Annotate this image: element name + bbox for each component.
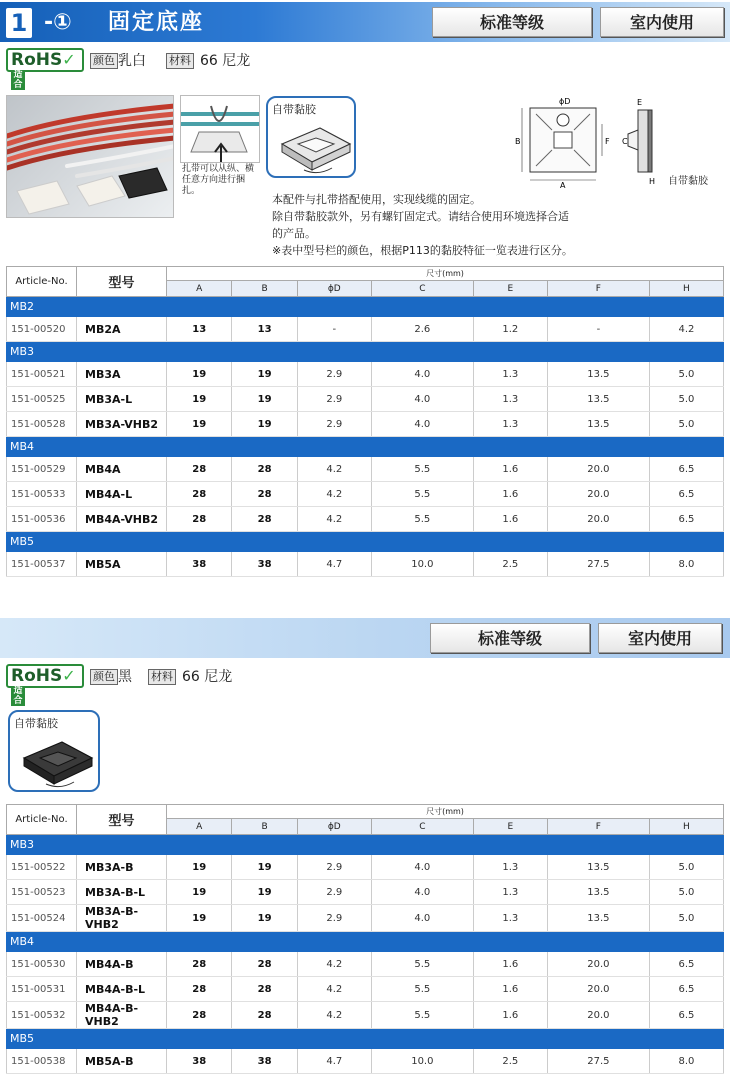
dimension-value: 20.0 bbox=[547, 507, 649, 532]
dimension-value: 1.6 bbox=[473, 952, 547, 977]
color-label: 颜色 bbox=[90, 53, 118, 69]
section-header bbox=[0, 2, 730, 42]
model-name: MB4A-B-L bbox=[77, 977, 167, 1002]
table-row bbox=[7, 1049, 724, 1074]
article-number: 151-00538 bbox=[7, 1049, 77, 1074]
dimension-value: 28 bbox=[167, 1002, 232, 1029]
model-name: MB5A bbox=[77, 552, 167, 577]
group-label: MB4 bbox=[7, 932, 724, 952]
table-row bbox=[7, 552, 724, 577]
check-icon: ✓ bbox=[62, 666, 76, 685]
group-row bbox=[7, 1029, 724, 1049]
dimension-value: 1.6 bbox=[473, 507, 547, 532]
article-number: 151-00532 bbox=[7, 1002, 77, 1029]
model-name: MB3A-B-L bbox=[77, 880, 167, 905]
dimension-value: 4.2 bbox=[297, 482, 371, 507]
dimension-value: 19 bbox=[167, 855, 232, 880]
dimension-value: 1.6 bbox=[473, 482, 547, 507]
dimension-value: 13 bbox=[232, 317, 297, 342]
dimension-value: 28 bbox=[167, 507, 232, 532]
dimension-value: 20.0 bbox=[547, 977, 649, 1002]
dimension-value: 28 bbox=[232, 482, 297, 507]
model-name: MB3A-B bbox=[77, 855, 167, 880]
dimension-value: 5.0 bbox=[649, 880, 723, 905]
table-row bbox=[7, 880, 724, 905]
dimension-value: 2.9 bbox=[297, 387, 371, 412]
dimension-value: 2.5 bbox=[473, 552, 547, 577]
dimension-value: 5.5 bbox=[371, 482, 473, 507]
rohs-text-2: RoHS bbox=[11, 666, 63, 686]
desc-line: 除自带黏胶款外，另有螺钉固定式。请结合使用环境选择合适 bbox=[272, 210, 569, 223]
grade-tag: 标准等级 bbox=[432, 7, 592, 37]
check-icon: ✓ bbox=[62, 50, 76, 69]
dimension-value: 4.2 bbox=[297, 977, 371, 1002]
dim-B: B bbox=[515, 137, 521, 146]
color-value-2: 黑 bbox=[118, 669, 132, 685]
dim-C: C bbox=[622, 137, 628, 146]
dimension-value: 4.2 bbox=[649, 317, 723, 342]
article-number: 151-00529 bbox=[7, 457, 77, 482]
dimension-value: 1.3 bbox=[473, 387, 547, 412]
dimension-value: 5.5 bbox=[371, 457, 473, 482]
dimension-value: 2.9 bbox=[297, 412, 371, 437]
adhesive-label: 自带黏胶 bbox=[272, 103, 316, 116]
dimension-value: 27.5 bbox=[547, 1049, 649, 1074]
table-row bbox=[7, 482, 724, 507]
dimension-value: 10.0 bbox=[371, 1049, 473, 1074]
article-number: 151-00537 bbox=[7, 552, 77, 577]
desc-line: ※表中型号栏的颜色，根据P113的黏胶特征一览表进行区分。 bbox=[272, 244, 573, 257]
table-row bbox=[7, 952, 724, 977]
dimension-value: 19 bbox=[232, 387, 297, 412]
dimension-value: 1.6 bbox=[473, 977, 547, 1002]
group-label: MB4 bbox=[7, 437, 724, 457]
dimension-value: 13 bbox=[167, 317, 232, 342]
table-row bbox=[7, 362, 724, 387]
rohs-fit-label: 适合 bbox=[11, 70, 25, 90]
dim-column-header: C bbox=[371, 281, 473, 297]
table-row bbox=[7, 412, 724, 437]
dim-phiD: ϕD bbox=[559, 97, 571, 106]
dimension-value: 2.5 bbox=[473, 1049, 547, 1074]
dimension-value: 2.9 bbox=[297, 362, 371, 387]
dimension-value: 4.7 bbox=[297, 1049, 371, 1074]
model-name: MB4A-B-VHB2 bbox=[77, 1002, 167, 1029]
article-number: 151-00528 bbox=[7, 412, 77, 437]
article-number: 151-00533 bbox=[7, 482, 77, 507]
dimension-value: 19 bbox=[232, 880, 297, 905]
dimension-value: 20.0 bbox=[547, 952, 649, 977]
model-name: MB3A-B-VHB2 bbox=[77, 905, 167, 932]
dimension-value: 4.2 bbox=[297, 1002, 371, 1029]
tie-note: 扎带可以从纵、横任意方向进行捆扎。 bbox=[182, 164, 255, 196]
article-number: 151-00522 bbox=[7, 855, 77, 880]
dimension-value: 28 bbox=[167, 977, 232, 1002]
grade-tag-2: 标准等级 bbox=[430, 623, 590, 653]
dimension-value: 13.5 bbox=[547, 362, 649, 387]
dimension-value: 6.5 bbox=[649, 457, 723, 482]
material-value: 66 尼龙 bbox=[200, 53, 251, 69]
dimension-value: 5.5 bbox=[371, 977, 473, 1002]
table-row bbox=[7, 317, 724, 342]
dimension-value: 19 bbox=[167, 362, 232, 387]
adhesive-label-2: 自带黏胶 bbox=[14, 717, 58, 730]
dimension-value: 5.0 bbox=[649, 387, 723, 412]
dimension-value: 1.6 bbox=[473, 1002, 547, 1029]
dimension-value: 8.0 bbox=[649, 552, 723, 577]
dimension-value: 27.5 bbox=[547, 552, 649, 577]
dimension-value: 4.2 bbox=[297, 952, 371, 977]
model-name: MB3A-L bbox=[77, 387, 167, 412]
rohs-fit-label-2: 适合 bbox=[11, 686, 25, 706]
article-header: Article-No. bbox=[7, 267, 77, 297]
dimension-value: 13.5 bbox=[547, 387, 649, 412]
model-name: MB5A-B bbox=[77, 1049, 167, 1074]
article-number: 151-00520 bbox=[7, 317, 77, 342]
dimension-value: 19 bbox=[232, 855, 297, 880]
material-label-2: 材料 bbox=[148, 669, 176, 685]
dim-column-header: C bbox=[371, 819, 473, 835]
group-label: MB3 bbox=[7, 835, 724, 855]
section2-header bbox=[0, 618, 730, 658]
dimension-value: 4.0 bbox=[371, 855, 473, 880]
dimension-value: 1.6 bbox=[473, 457, 547, 482]
group-row bbox=[7, 297, 724, 317]
dimension-value: - bbox=[547, 317, 649, 342]
dimension-value: 1.3 bbox=[473, 855, 547, 880]
section-number: 1 bbox=[6, 8, 32, 38]
dimension-value: 4.2 bbox=[297, 507, 371, 532]
model-name: MB2A bbox=[77, 317, 167, 342]
dimension-value: 19 bbox=[167, 387, 232, 412]
dimension-value: 19 bbox=[232, 412, 297, 437]
dimension-value: 19 bbox=[167, 880, 232, 905]
dimension-value: 38 bbox=[232, 552, 297, 577]
table-row bbox=[7, 855, 724, 880]
article-header: Article-No. bbox=[7, 805, 77, 835]
dimension-value: 4.0 bbox=[371, 412, 473, 437]
dim-column-header: A bbox=[167, 819, 232, 835]
dim-column-header: ϕD bbox=[297, 281, 371, 297]
dimension-value: 6.5 bbox=[649, 977, 723, 1002]
dimension-value: 13.5 bbox=[547, 412, 649, 437]
article-number: 151-00531 bbox=[7, 977, 77, 1002]
model-name: MB4A-B bbox=[77, 952, 167, 977]
dimension-value: 5.5 bbox=[371, 952, 473, 977]
dimension-value: 1.3 bbox=[473, 412, 547, 437]
tie-direction-illustration bbox=[181, 96, 260, 163]
group-row bbox=[7, 532, 724, 552]
dimension-value: 6.5 bbox=[649, 482, 723, 507]
dimension-value: 5.5 bbox=[371, 1002, 473, 1029]
dimension-value: 38 bbox=[167, 552, 232, 577]
dimension-value: 2.6 bbox=[371, 317, 473, 342]
dimension-value: 4.0 bbox=[371, 905, 473, 932]
model-header: 型号 bbox=[77, 805, 167, 835]
dimension-value: 20.0 bbox=[547, 1002, 649, 1029]
rohs-text: RoHS bbox=[11, 50, 63, 70]
dimension-value: 6.5 bbox=[649, 1002, 723, 1029]
table-row bbox=[7, 457, 724, 482]
article-number: 151-00530 bbox=[7, 952, 77, 977]
dimension-value: 1.3 bbox=[473, 880, 547, 905]
dims-header: 尺寸(mm) bbox=[167, 267, 724, 281]
dim-H: H bbox=[649, 177, 656, 186]
dimension-value: 19 bbox=[167, 412, 232, 437]
dimension-value: 1.3 bbox=[473, 362, 547, 387]
rohs-badge-2 bbox=[6, 664, 84, 706]
dim-column-header: B bbox=[232, 281, 297, 297]
dimension-value: 4.0 bbox=[371, 387, 473, 412]
dim-column-header: F bbox=[547, 819, 649, 835]
dimension-value: 5.0 bbox=[649, 412, 723, 437]
product-photo bbox=[6, 95, 174, 218]
tie-illustration bbox=[180, 95, 260, 163]
rohs-badge bbox=[6, 48, 84, 90]
model-name: MB3A bbox=[77, 362, 167, 387]
dim-column-header: E bbox=[473, 281, 547, 297]
spec-table-2 bbox=[6, 804, 724, 1074]
dimension-value: 28 bbox=[232, 507, 297, 532]
dimension-value: 1.3 bbox=[473, 905, 547, 932]
article-number: 151-00523 bbox=[7, 880, 77, 905]
dimension-value: 8.0 bbox=[649, 1049, 723, 1074]
material-label: 材料 bbox=[166, 53, 194, 69]
table-row bbox=[7, 1002, 724, 1029]
dim-column-header: B bbox=[232, 819, 297, 835]
dimension-value: 2.9 bbox=[297, 905, 371, 932]
color-value: 乳白 bbox=[118, 53, 146, 69]
dimension-value: 4.7 bbox=[297, 552, 371, 577]
dimension-value: 20.0 bbox=[547, 482, 649, 507]
dimension-value: 28 bbox=[167, 457, 232, 482]
dimension-value: 2.9 bbox=[297, 880, 371, 905]
adhesive-callout-2 bbox=[8, 710, 100, 792]
table-row bbox=[7, 905, 724, 932]
diagram-adhesive-label: 自带黏胶 bbox=[668, 176, 708, 187]
group-label: MB5 bbox=[7, 532, 724, 552]
desc-line: 本配件与扎带搭配使用，实现线缆的固定。 bbox=[272, 193, 481, 206]
group-row bbox=[7, 342, 724, 362]
dimension-value: 28 bbox=[232, 952, 297, 977]
dimension-value: 6.5 bbox=[649, 507, 723, 532]
group-row bbox=[7, 437, 724, 457]
page-title: 固定底座 bbox=[108, 10, 205, 35]
dim-F: F bbox=[605, 137, 610, 146]
dimension-value: 38 bbox=[167, 1049, 232, 1074]
dimension-value: 5.0 bbox=[649, 855, 723, 880]
model-name: MB4A bbox=[77, 457, 167, 482]
dimension-value: 28 bbox=[232, 457, 297, 482]
dimension-value: 5.5 bbox=[371, 507, 473, 532]
dimension-value: 19 bbox=[232, 362, 297, 387]
dimension-value: 5.0 bbox=[649, 905, 723, 932]
group-label: MB3 bbox=[7, 342, 724, 362]
dimension-value: 28 bbox=[167, 952, 232, 977]
table-row bbox=[7, 977, 724, 1002]
dimension-value: 10.0 bbox=[371, 552, 473, 577]
dimension-value: 13.5 bbox=[547, 855, 649, 880]
group-label: MB2 bbox=[7, 297, 724, 317]
spec-table-1 bbox=[6, 266, 724, 577]
dim-E: E bbox=[637, 98, 643, 107]
dimension-value: 28 bbox=[232, 1002, 297, 1029]
dimension-value: 13.5 bbox=[547, 880, 649, 905]
dimension-value: 28 bbox=[167, 482, 232, 507]
material-value-2: 66 尼龙 bbox=[182, 669, 233, 685]
dimension-value: 1.2 bbox=[473, 317, 547, 342]
desc-line: 的产品。 bbox=[272, 227, 316, 240]
dimension-value: 13.5 bbox=[547, 905, 649, 932]
color-label-2: 颜色 bbox=[90, 669, 118, 685]
dimension-value: 19 bbox=[167, 905, 232, 932]
dim-column-header: E bbox=[473, 819, 547, 835]
dim-column-header: A bbox=[167, 281, 232, 297]
article-number: 151-00524 bbox=[7, 905, 77, 932]
dim-column-header: F bbox=[547, 281, 649, 297]
model-name: MB4A-L bbox=[77, 482, 167, 507]
dimension-value: 6.5 bbox=[649, 952, 723, 977]
dimension-value: 5.0 bbox=[649, 362, 723, 387]
dim-column-header: H bbox=[649, 819, 723, 835]
dim-column-header: ϕD bbox=[297, 819, 371, 835]
section-sub-number: -① bbox=[44, 10, 72, 35]
dimension-value: 38 bbox=[232, 1049, 297, 1074]
usage-tag: 室内使用 bbox=[600, 7, 724, 37]
usage-tag-2: 室内使用 bbox=[598, 623, 722, 653]
group-row bbox=[7, 835, 724, 855]
dimension-value: 2.9 bbox=[297, 855, 371, 880]
dimension-value: 20.0 bbox=[547, 457, 649, 482]
dim-column-header: H bbox=[649, 281, 723, 297]
dimension-value: - bbox=[297, 317, 371, 342]
product-description bbox=[272, 191, 602, 259]
group-row bbox=[7, 932, 724, 952]
dimension-value: 19 bbox=[232, 905, 297, 932]
dimension-value: 4.2 bbox=[297, 457, 371, 482]
table-row bbox=[7, 387, 724, 412]
model-header: 型号 bbox=[77, 267, 167, 297]
adhesive-callout bbox=[266, 96, 356, 178]
article-number: 151-00521 bbox=[7, 362, 77, 387]
model-name: MB4A-VHB2 bbox=[77, 507, 167, 532]
dimension-value: 4.0 bbox=[371, 880, 473, 905]
article-number: 151-00536 bbox=[7, 507, 77, 532]
dimension-value: 28 bbox=[232, 977, 297, 1002]
model-name: MB3A-VHB2 bbox=[77, 412, 167, 437]
cable-bundle-illustration bbox=[7, 96, 174, 218]
dimension-value: 4.0 bbox=[371, 362, 473, 387]
table-row bbox=[7, 507, 724, 532]
dim-A: A bbox=[560, 181, 566, 188]
article-number: 151-00525 bbox=[7, 387, 77, 412]
group-label: MB5 bbox=[7, 1029, 724, 1049]
dims-header: 尺寸(mm) bbox=[167, 805, 724, 819]
